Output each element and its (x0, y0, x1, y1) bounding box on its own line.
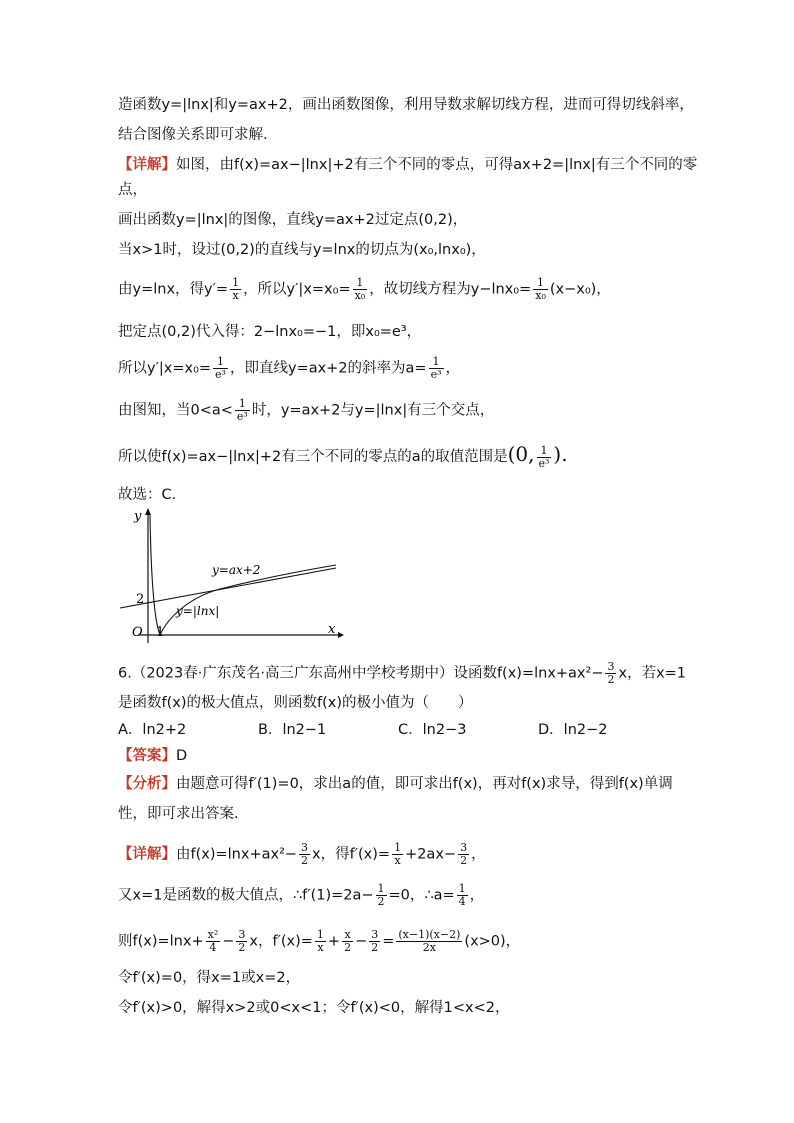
fraction: $\frac{1}{4}$ (458, 882, 466, 908)
section-tag: 【分析】 (118, 776, 176, 792)
fraction: $\frac{3}{2}$ (460, 841, 468, 867)
text-line: 由图知，当0<a< $\frac{1}{\text{e³}}$ 时，y=ax+2与y=|lnx|有三个交点， (118, 397, 495, 423)
fraction: $\frac{1}{\text{x₀}}$ (535, 276, 546, 302)
text-line: 【详解】如图，由f(x)=ax−|lnx|+2有三个不同的零点，可得ax+2=|lnx|有三个不同的零 (118, 157, 698, 173)
text-line: 点， (118, 182, 147, 198)
fraction: $\frac{1}{\text{x₀}}$ (354, 276, 366, 302)
question-stem: 6.（2023春·广东茂名·高三广东高州中学校考期中）设函数f(x)=lnx+ax²− $\frac{3}{2}$ x，若x=1 (118, 660, 687, 686)
text-line: 令f′(x)=0，得x=1或x=2， (118, 970, 301, 986)
fraction: $\frac{1}{2}$ (377, 882, 385, 908)
y-axis-arrow (145, 508, 151, 515)
option-c: C．ln2−3 (398, 722, 467, 738)
text-line: 【分析】由题意可得f′(1)=0，求出a的值，即可求出f(x)，再对f(x)求导，得到f(x)单调 (118, 776, 673, 792)
curve-label: y=|lnx| (176, 604, 220, 618)
fraction: $\frac{1}{x}$ (232, 276, 240, 302)
tick-label: 1 (156, 625, 165, 640)
option-b: B．ln2−1 (258, 722, 327, 738)
section-tag: 【答案】 (118, 748, 176, 764)
text-line: 故选：C. (118, 487, 177, 503)
fraction: $\frac{(x-1)(x-2)}{2x}$ (398, 928, 461, 954)
line-label: y=ax+2 (212, 563, 261, 577)
text-line: 性，即可求出答案. (118, 806, 239, 822)
y-axis-label: y (134, 509, 142, 524)
text-line: 令f′(x)>0，解得x>2或0<x<1；令f′(x)<0，解得1<x<2， (118, 1000, 510, 1016)
text-line: 所以使f(x)=ax−|lnx|+2有三个不同的零点的a的取值范围是(0, $\frac{1}{\text{e³}}$ ). (118, 442, 568, 470)
text-line: 当x>1时，设过(0,2)的直线与y=lnx的切点为(x₀,lnx₀)， (118, 242, 486, 258)
fraction: $\frac{3}{2}$ (238, 928, 246, 954)
text-line: 【详解】由f(x)=lnx+ax²− $\frac{3}{2}$ x，得f′(x)= $\frac{1}{x}$ +2ax− $\frac{3}{2}$ ， (118, 841, 486, 867)
x-axis-arrow (338, 632, 344, 638)
question-stem: 是函数f(x)的极大值点，则函数f(x)的极小值为（ ） (118, 695, 473, 711)
fraction: $\frac{1}{x}$ (316, 928, 324, 954)
fraction: $\frac{1}{x}$ (394, 841, 402, 867)
fraction: $\frac{x}{2}$ (344, 928, 352, 954)
text-line: 造函数y=|lnx|和y=ax+2，画出函数图像，利用导数求解切线方程，进而可得切线斜率， (118, 97, 694, 113)
origin-label: O (132, 625, 143, 640)
text-line: 又x=1是函数的极大值点，∴f′(1)=2a− $\frac{1}{2}$ =0，∴a= $\frac{1}{4}$ ， (118, 882, 485, 908)
option-d: D．ln2−2 (538, 722, 608, 738)
text-line: 所以y′|x=x₀= $\frac{1}{\text{e³}}$ ，即直线y=ax+2的斜率为a= $\frac{1}{\text{e³}}$ ， (118, 355, 460, 381)
fraction: $\frac{3}{2}$ (607, 660, 615, 686)
fraction: $\frac{3}{2}$ (371, 928, 379, 954)
text-line: 画出函数y=|lnx|的图像，直线y=ax+2过定点(0,2)， (118, 212, 468, 228)
section-tag: 【详解】 (118, 846, 176, 863)
function-graph (110, 505, 350, 645)
text-line: 结合图像关系即可求解. (118, 127, 268, 143)
fraction: $\frac{1}{\text{e³}}$ (215, 355, 226, 381)
text-line: 把定点(0,2)代入得：2−lnx₀=−1，即x₀=e³， (118, 324, 422, 340)
tick-label: 2 (136, 592, 145, 607)
fraction: $\frac{1}{\text{e³}}$ (236, 397, 248, 423)
fraction: $\frac{1}{\text{e³}}$ (430, 355, 442, 381)
x-axis-label: x (328, 622, 336, 637)
option-a: A．ln2+2 (118, 722, 187, 738)
fraction: $\frac{3}{2}$ (301, 841, 309, 867)
text-line: 则f(x)=lnx+ $\frac{\text{x²}}{4}$ − $\frac{3}{2}$ x，f′(x)= $\frac{1}{x}$ + $\frac{x}{2}$ − $\frac{3}{2}$ = $\frac{(x-1)(x-2)}{2x}$ (x>0)， (118, 928, 521, 954)
section-tag: 【详解】 (118, 157, 176, 173)
answer-line: 【答案】D (118, 748, 188, 764)
fraction: $\frac{1}{\text{e³}}$ (538, 443, 550, 470)
fraction: $\frac{\text{x²}}{4}$ (207, 928, 219, 954)
text-line: 由y=lnx，得y′= $\frac{1}{x}$ ，所以y′|x=x₀= $\frac{1}{\text{x₀}}$ ，故切线方程为y−lnx₀= $\frac{1}{\text{x₀}}$ (x−x₀)， (118, 276, 611, 302)
